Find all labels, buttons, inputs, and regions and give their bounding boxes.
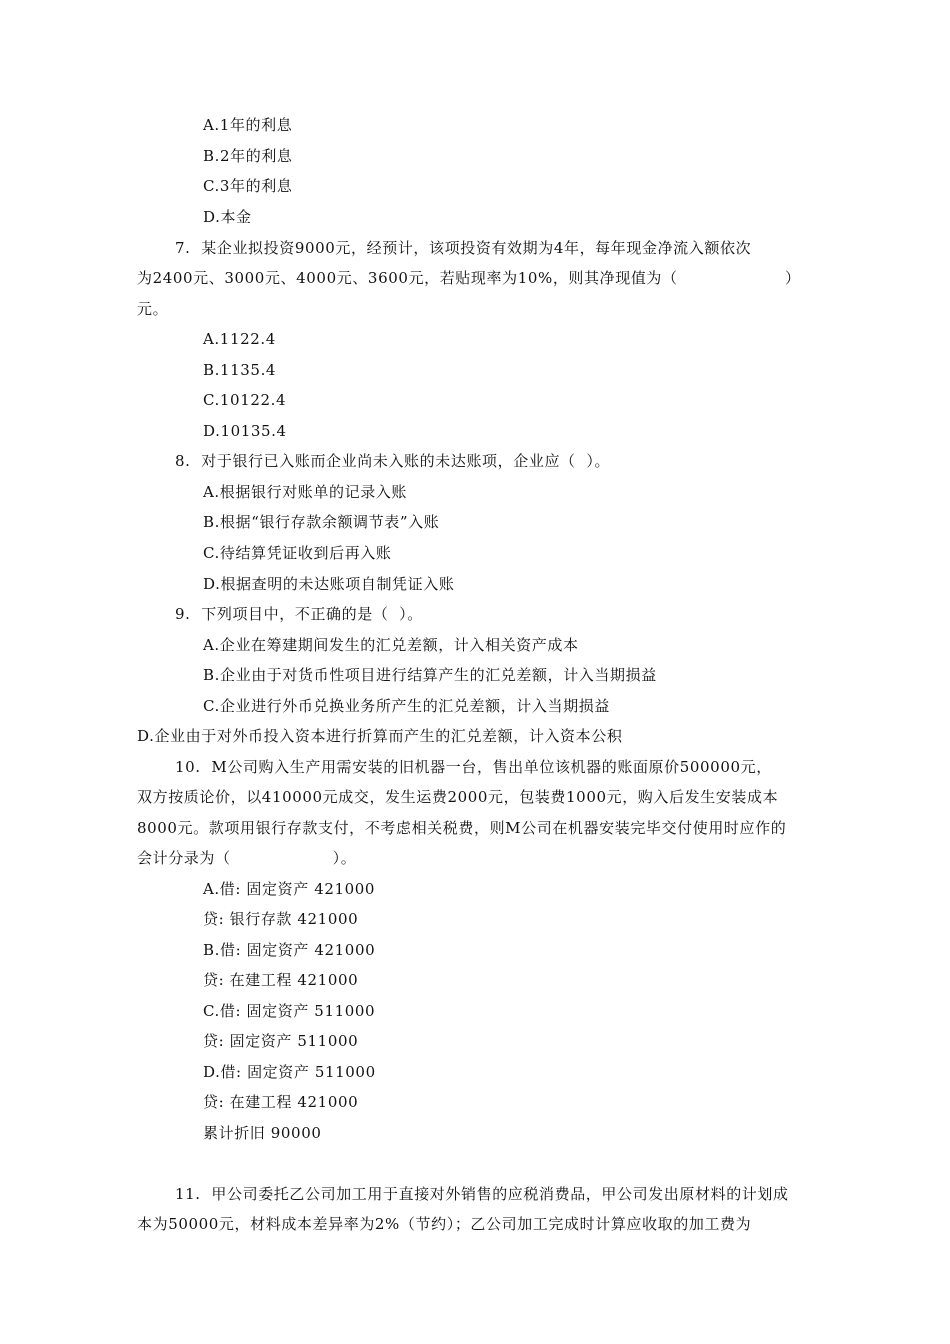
q10-stem-line1: 10. M公司购入生产用需安装的旧机器一台，售出单位该机器的账面原价500000元， bbox=[175, 758, 772, 776]
q10-option-b-debit: B.借: 固定资产 421000 bbox=[203, 941, 376, 959]
q6-option-d: D.本金 bbox=[203, 208, 252, 226]
q7-stem-line1: 7. 某企业拟投资9000元，经预计，该项投资有效期为4年，每年现金净流入额依次 bbox=[175, 239, 752, 257]
q7-option-c: C.10122.4 bbox=[203, 391, 287, 409]
q10-option-a-credit: 贷: 银行存款 421000 bbox=[203, 910, 359, 928]
q9-stem: 9. 下列项目中，不正确的是（ ）。 bbox=[175, 605, 423, 623]
q6-option-c: C.3年的利息 bbox=[203, 177, 293, 195]
q8-stem: 8. 对于银行已入账而企业尚未入账的未达账项，企业应（ ）。 bbox=[175, 452, 611, 470]
q11-stem-line2: 本为50000元，材料成本差异率为2%（节约）；乙公司加工完成时计算应收取的加工费为 bbox=[137, 1215, 752, 1233]
q8-option-c: C.待结算凭证收到后再入账 bbox=[203, 544, 392, 562]
q8-option-a: A.根据银行对账单的记录入账 bbox=[203, 483, 408, 501]
q6-option-b: B.2年的利息 bbox=[203, 147, 293, 165]
q8-option-d: D.根据查明的未达账项自制凭证入账 bbox=[203, 575, 455, 593]
q7-option-a: A.1122.4 bbox=[203, 330, 276, 348]
q10-stem-line4: 会计分录为（ ）。 bbox=[137, 849, 357, 867]
q10-stem-line2: 双方按质论价，以410000元成交，发生运费2000元，包装费1000元，购入后发生安装成本 bbox=[137, 788, 779, 806]
q7-stem-line2: 为2400元、3000元、4000元、3600元，若贴现率为10%，则其净现值为（ ） bbox=[137, 269, 801, 287]
q8-option-b: B.根据“银行存款余额调节表”入账 bbox=[203, 513, 440, 531]
q9-option-d: D.企业由于对外币投入资本进行折算而产生的汇兑差额，计入资本公积 bbox=[137, 727, 623, 745]
q10-option-d-depreciation: 累计折旧 90000 bbox=[203, 1124, 322, 1142]
q9-option-a: A.企业在筹建期间发生的汇兑差额，计入相关资产成本 bbox=[203, 636, 579, 654]
q11-stem-line1: 11. 甲公司委托乙公司加工用于直接对外销售的应税消费品，甲公司发出原材料的计划成 bbox=[175, 1185, 789, 1203]
q9-option-c: C.企业进行外币兑换业务所产生的汇兑差额，计入当期损益 bbox=[203, 697, 610, 715]
q6-option-a: A.1年的利息 bbox=[203, 116, 293, 134]
q10-option-a-debit: A.借: 固定资产 421000 bbox=[203, 880, 376, 898]
q9-option-b: B.企业由于对货币性项目进行结算产生的汇兑差额，计入当期损益 bbox=[203, 666, 657, 684]
q7-stem-line3: 元。 bbox=[137, 300, 169, 318]
q10-stem-line3: 8000元。款项用银行存款支付，不考虑相关税费，则M公司在机器安装完毕交付使用时应作的 bbox=[137, 819, 787, 837]
q10-option-c-debit: C.借: 固定资产 511000 bbox=[203, 1002, 376, 1020]
q7-option-d: D.10135.4 bbox=[203, 422, 287, 440]
q10-option-b-credit: 贷: 在建工程 421000 bbox=[203, 971, 359, 989]
q10-option-d-debit: D.借: 固定资产 511000 bbox=[203, 1063, 376, 1081]
q10-option-c-credit: 贷: 固定资产 511000 bbox=[203, 1032, 359, 1050]
q7-option-b: B.1135.4 bbox=[203, 361, 277, 379]
q10-option-d-credit: 贷: 在建工程 421000 bbox=[203, 1093, 359, 1111]
